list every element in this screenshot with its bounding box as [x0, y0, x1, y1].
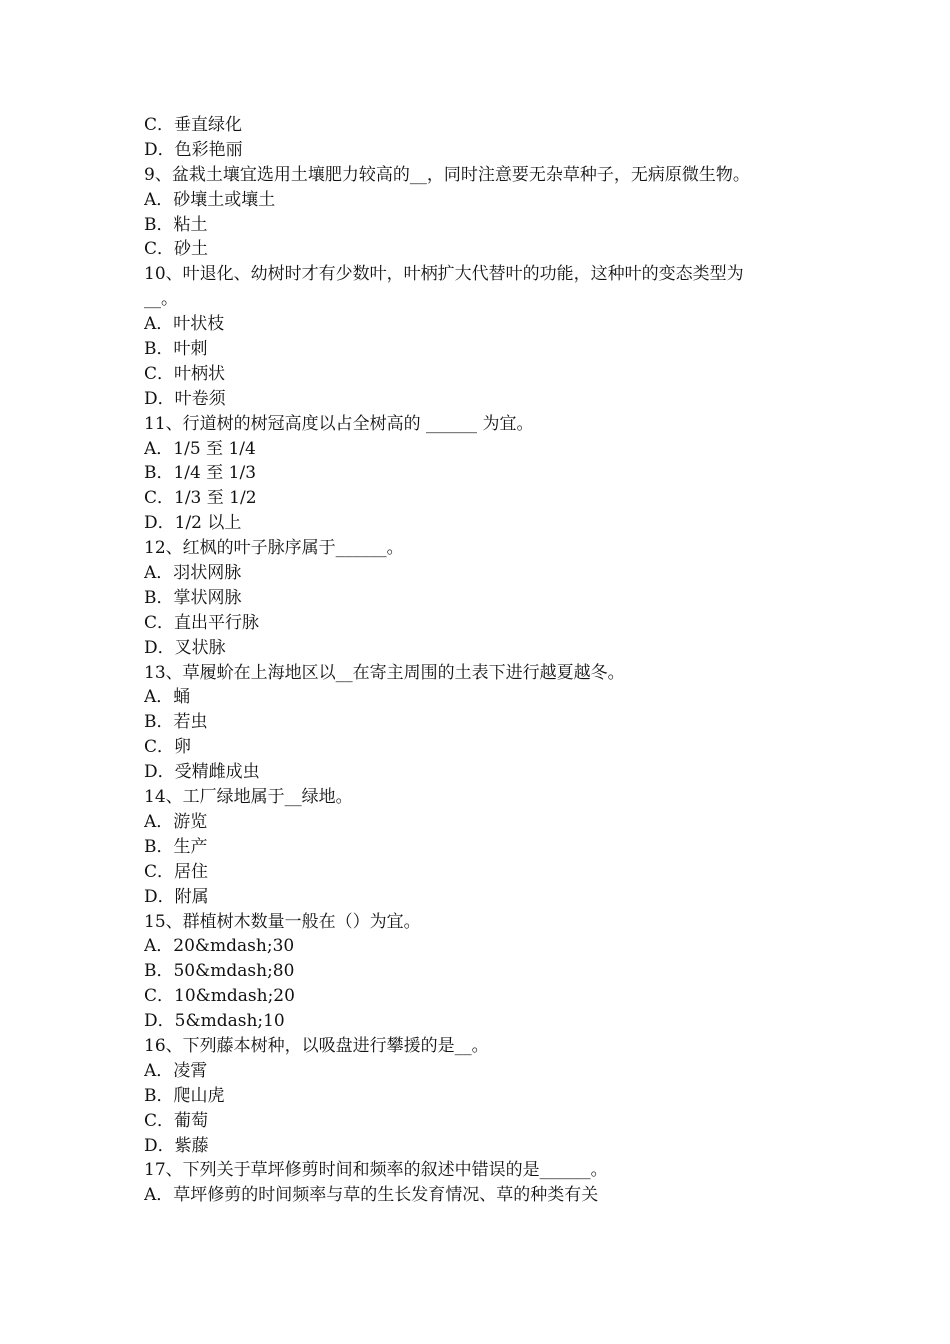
text-line: A．1/5 至 1/4 — [144, 438, 256, 459]
text-line: A．砂壤土或壤土 — [144, 189, 276, 210]
document-page — [144, 113, 824, 1208]
text-line: C．居住 — [144, 861, 209, 882]
text-line: B．叶刺 — [144, 339, 208, 360]
text-line: A．20&mdash;30 — [144, 936, 295, 957]
text-line: B．生产 — [144, 836, 208, 857]
text-line: 17、下列关于草坪修剪时间和频率的叙述中错误的是______。 — [144, 1160, 608, 1181]
text-line: A．羽状网脉 — [144, 563, 242, 584]
text-line: 13、草履蚧在上海地区以__在寄主周围的土表下进行越夏越冬。 — [144, 662, 625, 683]
text-line: B．爬山虎 — [144, 1085, 225, 1106]
text-line: 15、群植树木数量一般在（）为宜。 — [144, 911, 421, 932]
text-line: 12、红枫的叶子脉序属于______。 — [144, 538, 404, 559]
text-line: 14、工厂绿地属于__绿地。 — [144, 787, 353, 808]
text-line: __。 — [144, 289, 178, 310]
text-line: D．叶卷须 — [144, 388, 226, 409]
text-line: D．紫藤 — [144, 1135, 209, 1156]
text-line: A．叶状枝 — [144, 314, 225, 335]
text-line: A．蛹 — [144, 687, 191, 708]
text-line: D．叉状脉 — [144, 637, 226, 658]
text-line: C．1/3 至 1/2 — [144, 488, 257, 509]
text-line: C．葡萄 — [144, 1110, 209, 1131]
text-line: A．草坪修剪的时间频率与草的生长发育情况、草的种类有关 — [144, 1185, 599, 1206]
text-line: D．1/2 以上 — [144, 513, 242, 534]
text-line: C．直出平行脉 — [144, 612, 260, 633]
text-line: B．50&mdash;80 — [144, 961, 295, 982]
text-line: 16、下列藤本树种，以吸盘进行攀援的是__。 — [144, 1035, 489, 1056]
text-line: B．粘土 — [144, 214, 208, 235]
text-line: D．5&mdash;10 — [144, 1011, 285, 1032]
text-line: B．1/4 至 1/3 — [144, 463, 257, 484]
text-line: A．凌霄 — [144, 1060, 208, 1081]
text-line: B．若虫 — [144, 712, 208, 733]
text-line: 11、行道树的树冠高度以占全树高的 ______ 为宜。 — [144, 413, 534, 434]
text-line: C．卵 — [144, 737, 192, 758]
text-line: B．掌状网脉 — [144, 587, 242, 608]
text-line: D．色彩艳丽 — [144, 139, 243, 160]
text-line: C．叶柄状 — [144, 363, 226, 384]
text-line: C．垂直绿化 — [144, 115, 243, 135]
text-line: A．游览 — [144, 811, 208, 832]
text-line: 9、盆栽土壤宜选用土壤肥力较高的__，同时注意要无杂草种子，无病原微生物。 — [144, 164, 750, 185]
text-line: C．砂土 — [144, 239, 209, 260]
text-line: D．附属 — [144, 886, 209, 907]
text-line: 10、叶退化、幼树时才有少数叶，叶柄扩大代替叶的功能，这种叶的变态类型为 — [144, 264, 744, 285]
text-line: C．10&mdash;20 — [144, 986, 295, 1007]
text-line: D．受精雌成虫 — [144, 762, 260, 783]
